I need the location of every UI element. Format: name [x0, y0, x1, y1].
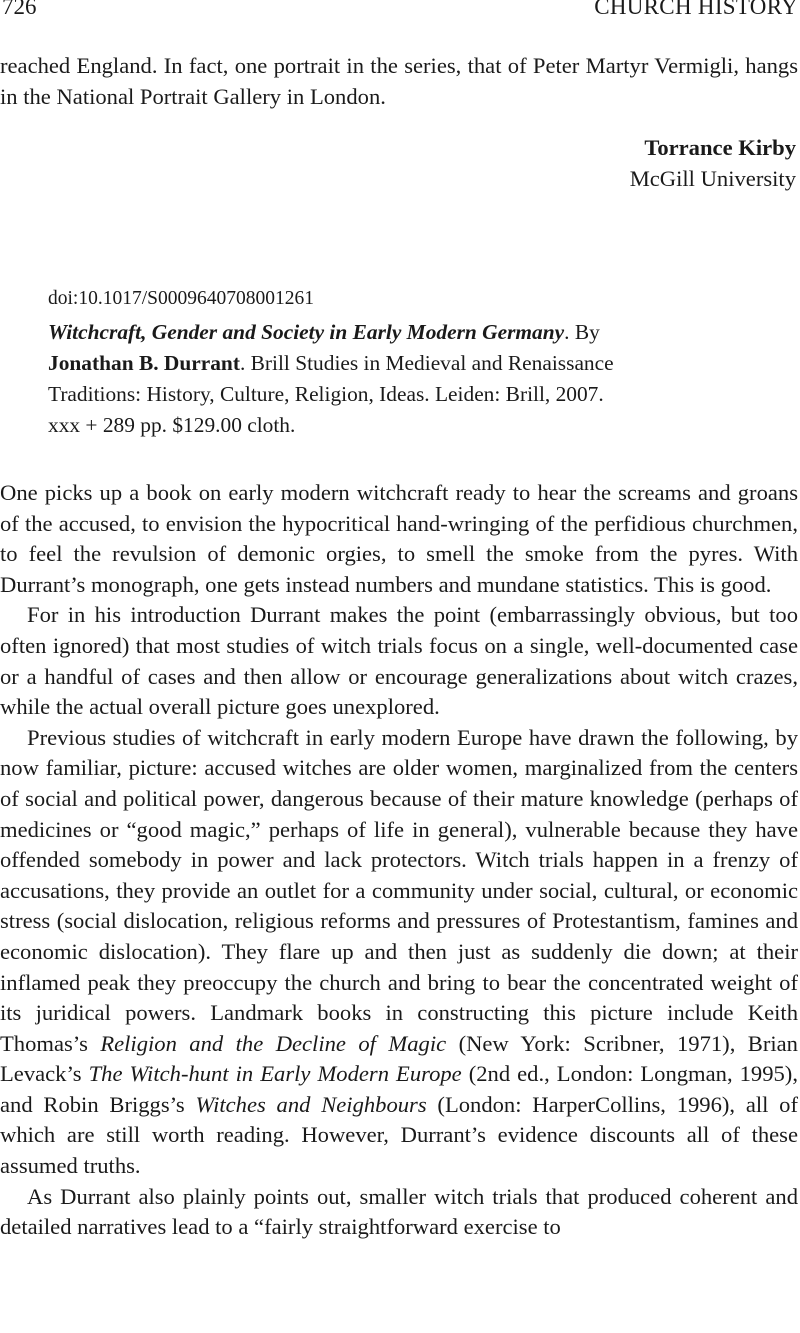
review-body [0, 478, 798, 1243]
book-reference-levack: The Witch-hunt in Early Modern Europe [88, 1061, 462, 1087]
book-reference-thomas: Religion and the Decline of Magic [100, 1030, 447, 1056]
book-reference-briggs: Witches and Neighbours [195, 1091, 427, 1117]
citation-line-1: Witchcraft, Gender and Society in Early Modern Germany. By [48, 320, 600, 344]
reviewer-name: Torrance Kirby [644, 135, 796, 160]
reviewer-affiliation: McGill University [629, 166, 796, 191]
book-author: Jonathan B. Durrant [48, 351, 240, 375]
citation-line-4: xxx + 289 pp. $129.00 cloth. [48, 413, 296, 437]
running-head: CHURCH HISTORY [594, 0, 798, 19]
paragraph-1: One picks up a book on early modern witchcraft ready to hear the screams and groans of the accused, to envision the hypocritical hand-wringing of the perfidious churchmen, to feel the revulsion of demonic orgies, to smell the smoke from the pyres. With Durrant’s monograph, one gets instead numbers and mundane statistics. This is good. [0, 480, 798, 597]
paragraph-3: Previous studies of witchcraft in early modern Europe have drawn the following, by now familiar, picture: accused witches are older women, marginalized from the centers of social and political power, dangerous because of their mature knowledge (perhaps of medicines or “good magic,” perhaps of life in general), vulnerable because they have offended somebody in power and lack protectors. Witch trials happen in a frenzy of accusations, they provide an outlet for a community under social, cultural, or economic stress (social dislocation, religious reforms and pressures of Protestantism, famines and economic dislocation). They flare up and then just as suddenly die down; at their inflamed peak they preoccupy the church and bring to bear the concentrated weight of its juridical powers. Landmark books in constructing this picture include Keith Thomas’s Religion and the Decline of Magic (New York: Scribner, 1971), Brian Levack’s The Witch-hunt in Early Modern Europe (2nd ed., London: Longman, 1995), and Robin Briggs’s Witches and Neighbours (London: HarperCollins, 1996), all of which are still worth reading. However, Durrant’s evidence discounts all of these assumed truths. [0, 724, 798, 1179]
page-header [0, 0, 800, 28]
paragraph-4: As Durrant also plainly points out, smaller witch trials that produced coherent and detailed narratives lead to a “fairly straightforward exercise to [0, 1183, 798, 1240]
previous-review-ending: reached England. In fact, one portrait in the series, that of Peter Martyr Vermigli, hangs in the National Portrait Gallery in London. [0, 53, 798, 109]
citation-line-2: Jonathan B. Durrant. Brill Studies in Medieval and Renaissance [48, 351, 614, 375]
page-number: 726 [2, 0, 37, 19]
review-citation [48, 283, 753, 441]
book-title: Witchcraft, Gender and Society in Early Modern Germany [48, 320, 565, 344]
citation-line-3: Traditions: History, Culture, Religion, Ideas. Leiden: Brill, 2007. [48, 382, 604, 406]
doi: doi:10.1017/S0009640708001261 [48, 288, 314, 309]
paragraph-2: For in his introduction Durrant makes the point (embarrassingly obvious, but too often ignored) that most studies of witch trials focus on a single, well-documented case or a handful of cases and then allow or encourage generalizations about witch crazes, while the actual overall picture goes unexplored. [0, 602, 798, 720]
